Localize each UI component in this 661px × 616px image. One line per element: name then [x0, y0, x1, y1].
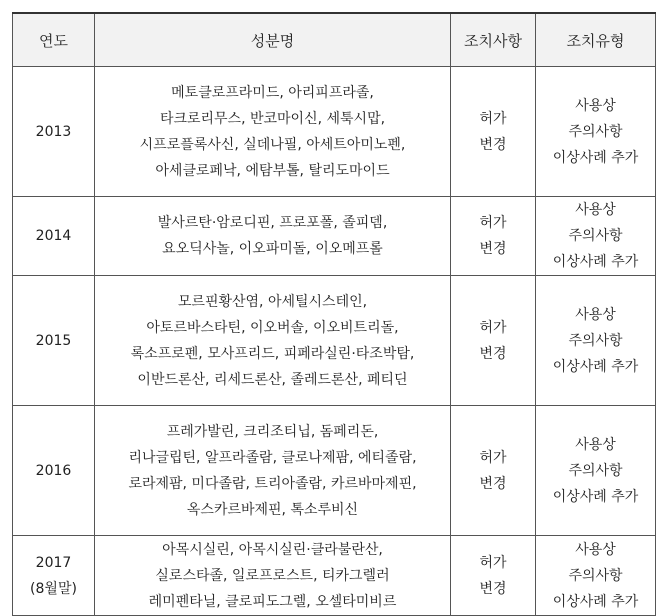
- header-action-type: 조치유형: [536, 13, 656, 67]
- header-year: 연도: [13, 13, 95, 67]
- year-cell: [13, 67, 95, 197]
- action-type-line: 주의사항: [568, 462, 623, 479]
- year-line: (8월말): [30, 580, 77, 597]
- ingredients-line: 아토르바스타틴, 이오버솔, 이오비트리돌,: [146, 319, 399, 336]
- ingredients-cell: [95, 406, 451, 536]
- action-cell: [451, 67, 536, 197]
- action-type-line: 이상사례 추가: [552, 593, 639, 610]
- action-type-line: 이상사례 추가: [552, 488, 639, 505]
- year-cell: [13, 406, 95, 536]
- action-type-line: 이상사례 추가: [552, 358, 639, 375]
- ingredients-line: 레미펜타닐, 클로피도그렐, 오셀타미비르: [148, 593, 397, 610]
- action-cell: [451, 197, 536, 276]
- action-type-line: 주의사항: [568, 123, 623, 140]
- table-row: [13, 406, 656, 536]
- action-line: 허가: [479, 215, 507, 231]
- table-row: [13, 276, 656, 406]
- table-body: [13, 67, 656, 616]
- ingredients-line: 프레가발린, 크리조티닙, 돔페리돈,: [166, 423, 379, 440]
- action-type-line: 사용상: [575, 97, 616, 114]
- action-type-line: 주의사항: [568, 228, 623, 244]
- action-type-line: 사용상: [575, 436, 616, 453]
- action-line: 변경: [479, 475, 507, 492]
- ingredients-line: 메토클로프라미드, 아리피프라졸,: [171, 84, 374, 101]
- action-cell: [451, 276, 536, 406]
- drug-safety-table: [12, 12, 656, 616]
- ingredients-line: 이반드론산, 리세드론산, 졸레드론산, 페티딘: [137, 371, 408, 388]
- action-type-line: 사용상: [575, 541, 616, 558]
- year-cell: [13, 536, 95, 616]
- action-type-line: 주의사항: [568, 332, 623, 349]
- ingredients-line: 아목시실린, 아목시실린·클라불란산,: [162, 541, 383, 558]
- ingredients-line: 록소프로펜, 모사프리드, 피페라실린·타조박탐,: [130, 345, 415, 362]
- header-ingredient: 성분명: [95, 13, 451, 67]
- ingredients-cell: [95, 197, 451, 276]
- action-cell: [451, 536, 536, 616]
- action-type-cell: [536, 197, 656, 276]
- year-line: 2016: [35, 462, 72, 479]
- ingredients-cell: [95, 276, 451, 406]
- action-line: 변경: [479, 136, 507, 153]
- year-line: 2015: [35, 332, 72, 349]
- action-type-cell: [536, 536, 656, 616]
- action-line: 변경: [479, 580, 507, 597]
- header-action: 조치사항: [451, 13, 536, 67]
- ingredients-line: 모르핀황산염, 아세틸시스테인,: [177, 293, 368, 310]
- table-row: [13, 67, 656, 197]
- action-type-line: 이상사례 추가: [552, 149, 639, 166]
- action-line: 변경: [479, 345, 507, 362]
- action-type-line: 사용상: [575, 202, 616, 218]
- action-type-cell: [536, 67, 656, 197]
- ingredients-line: 발사르탄·암로디핀, 프로포폴, 졸피뎀,: [157, 215, 388, 231]
- action-type-line: 사용상: [575, 306, 616, 323]
- year-cell: [13, 276, 95, 406]
- ingredients-line: 타크로리무스, 반코마이신, 세툭시맙,: [159, 110, 386, 127]
- action-type-cell: [536, 276, 656, 406]
- ingredients-line: 시프로플록사신, 실데나필, 아세트아미노펜,: [139, 136, 406, 153]
- ingredients-line: 로라제팜, 미다졸람, 트리아졸람, 카르바마제핀,: [128, 475, 417, 492]
- year-line: 2014: [35, 228, 72, 244]
- table-row: [13, 197, 656, 276]
- header-row: [13, 13, 656, 67]
- action-line: 허가: [479, 554, 507, 571]
- action-line: 변경: [479, 241, 507, 257]
- ingredients-line: 요오딕사놀, 이오파미돌, 이오메프롤: [162, 241, 383, 257]
- action-cell: [451, 406, 536, 536]
- year-line: 2017: [35, 554, 72, 571]
- ingredients-line: 아세클로페낙, 에탐부톨, 탈리도마이드: [155, 162, 390, 179]
- ingredients-cell: [95, 67, 451, 197]
- year-line: 2013: [35, 123, 72, 140]
- year-cell: [13, 197, 95, 276]
- action-line: 허가: [479, 319, 507, 336]
- action-line: 허가: [479, 110, 507, 127]
- action-line: 허가: [479, 449, 507, 466]
- action-type-cell: [536, 406, 656, 536]
- ingredients-line: 옥스카르바제핀, 톡소루비신: [186, 501, 359, 518]
- ingredients-line: 실로스타졸, 일로프로스트, 티카그렐러: [155, 567, 390, 584]
- action-type-line: 주의사항: [568, 567, 623, 584]
- ingredients-line: 리나글립틴, 알프라졸람, 클로나제팜, 에티졸람,: [128, 449, 417, 466]
- ingredients-cell: [95, 536, 451, 616]
- table-row: [13, 536, 656, 616]
- action-type-line: 이상사례 추가: [552, 254, 639, 270]
